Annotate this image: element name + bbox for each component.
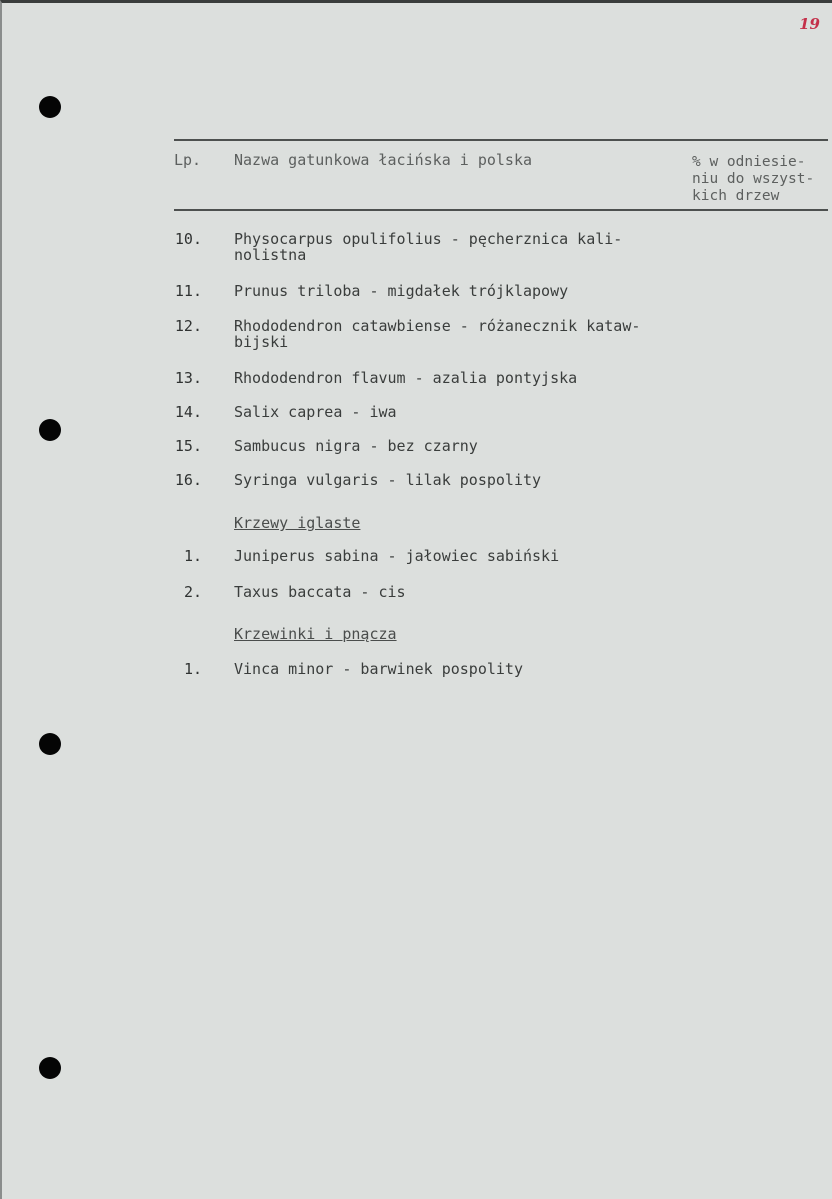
row-number: 10. bbox=[174, 230, 202, 248]
species-name: Rhododendron flavum - azalia pontyjska bbox=[234, 369, 578, 387]
header-name: Nazwa gatunkowa łacińska i polska bbox=[234, 151, 533, 169]
section-heading: Krzewy iglaste bbox=[234, 514, 361, 532]
row-number: 13. bbox=[174, 369, 202, 387]
header-lp: Lp. bbox=[174, 151, 202, 169]
row-number: 14. bbox=[174, 403, 202, 421]
header-percent: % w odniesie- niu do wszyst- kich drzew bbox=[692, 154, 815, 204]
page-number: 19 bbox=[799, 15, 820, 33]
species-name: Syringa vulgaris - lilak pospolity bbox=[234, 471, 542, 489]
table-top-rule bbox=[174, 139, 828, 141]
punch-hole bbox=[39, 1057, 61, 1079]
punch-hole bbox=[39, 419, 61, 441]
row-number: 16. bbox=[174, 471, 202, 489]
row-number: 2. bbox=[183, 583, 202, 601]
section-heading: Krzewinki i pnącza bbox=[234, 625, 397, 643]
row-number: 1. bbox=[183, 547, 202, 565]
species-name: Vinca minor - barwinek pospolity bbox=[234, 660, 523, 678]
species-name: Rhododendron catawbiense - różanecznik kataw- bijski bbox=[234, 317, 641, 351]
row-number: 1. bbox=[183, 660, 202, 678]
species-name: Salix caprea - iwa bbox=[234, 403, 397, 421]
species-name: Prunus triloba - migdałek trójklapowy bbox=[234, 282, 569, 300]
species-name: Juniperus sabina - jałowiec sabiński bbox=[234, 547, 560, 565]
table-header-rule bbox=[174, 209, 828, 211]
species-name: Taxus baccata - cis bbox=[234, 583, 406, 601]
punch-hole bbox=[39, 733, 61, 755]
species-name: Physocarpus opulifolius - pęcherznica kali- nolistna bbox=[234, 230, 623, 264]
row-number: 15. bbox=[174, 437, 202, 455]
punch-hole bbox=[39, 96, 61, 118]
row-number: 12. bbox=[174, 317, 202, 335]
row-number: 11. bbox=[174, 282, 202, 300]
species-name: Sambucus nigra - bez czarny bbox=[234, 437, 478, 455]
